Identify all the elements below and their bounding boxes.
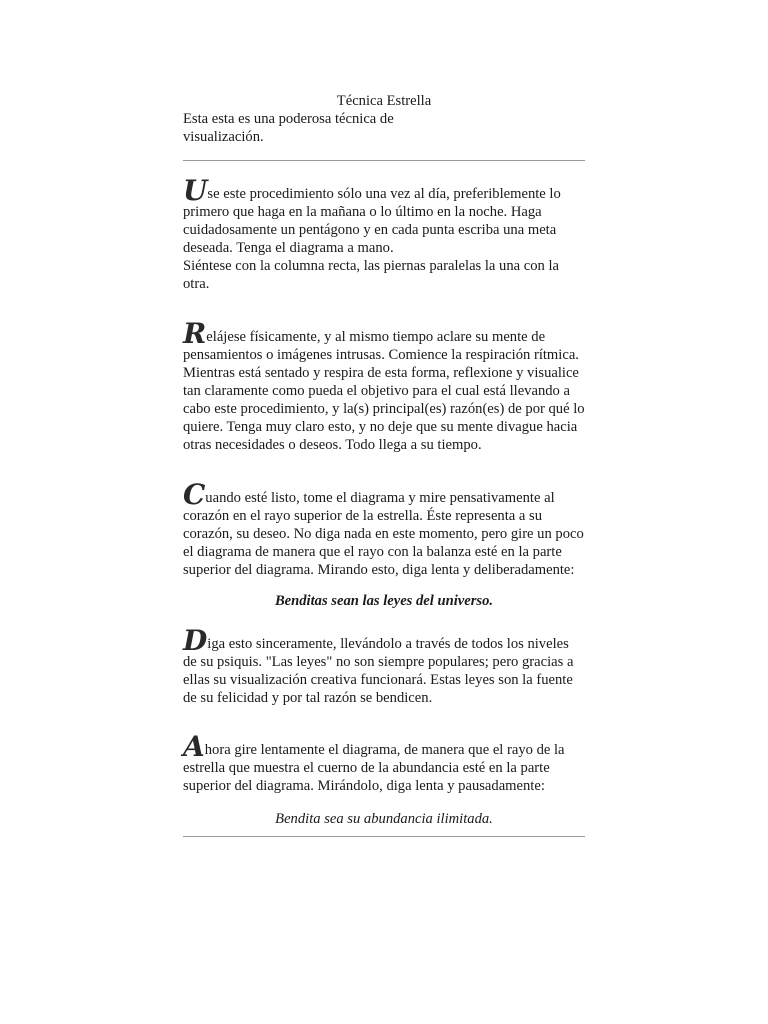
drop-cap-a: A (183, 730, 204, 763)
paragraph-3-text: uando esté listo, tome el diagrama y mire pensativamente al corazón en el rayo superior de la estrella. Éste representa a su corazón, su deseo. No diga nada en este momento, pero gire un poco el diagrama de manera que el rayo con la balanza esté en la parte superior del diagrama. Mirando esto, diga lenta y deliberadamente: (183, 490, 584, 578)
drop-cap-c: C (183, 478, 205, 511)
document-title: Técnica Estrella (336, 93, 432, 109)
drop-cap-r: R (183, 317, 206, 350)
paragraph-5 (183, 730, 585, 795)
quote-abundance: Bendita sea su abundancia ilimitada. (275, 811, 493, 827)
bottom-divider (183, 836, 585, 837)
quote-laws: Benditas sean las leyes del universo. (274, 593, 494, 609)
paragraph-5-text: hora gire lentamente el diagrama, de manera que el rayo de la estrella que muestra el cuerno de la abundancia esté en la parte superior del diagrama. Mirándolo, diga lenta y pausadamente: (183, 742, 565, 794)
intro-text: Esta esta es una poderosa técnica de visualización. (183, 111, 394, 145)
drop-cap-u: U (183, 174, 207, 207)
paragraph-4 (183, 624, 585, 707)
document-page (183, 92, 585, 837)
drop-cap-d: D (183, 624, 207, 657)
paragraph-1 (183, 174, 585, 293)
paragraph-2 (183, 317, 585, 454)
paragraph-1-continuation: Siéntese con la columna recta, las piernas paralelas la una con la otra. (183, 258, 560, 292)
paragraph-4-text: iga esto sinceramente, llevándolo a través de todos los niveles de su psiquis. "Las leyes" no son siempre populares; pero gracias a ellas su visualización creativa funcionará. Estas leyes son la fuente de su felicidad y por tal razón se bendicen. (183, 636, 574, 706)
paragraph-1-text: se este procedimiento sólo una vez al día, preferiblemente lo primero que haga en la mañana o lo último en la noche. Haga cuidadosamente un pentágono y en cada punta escriba una meta deseada. Tenga el diagrama a mano. (183, 186, 561, 256)
paragraph-3 (183, 478, 585, 579)
paragraph-2-text: elájese físicamente, y al mismo tiempo aclare su mente de pensamientos o imágenes intrusas. Comience la respiración rítmica. Mientras está sentado y respira de esta forma, reflexione y visualice tan claramente como pueda el objetivo para el cual está llevando a cabo este procedimiento, y la(s) principal(es) razón(es) de por qué lo quiere. Tenga muy claro esto, y no deje que su mente divague hacia otras necesidades o deseos. Todo llega a su tiempo. (183, 329, 585, 453)
top-divider (183, 160, 585, 161)
